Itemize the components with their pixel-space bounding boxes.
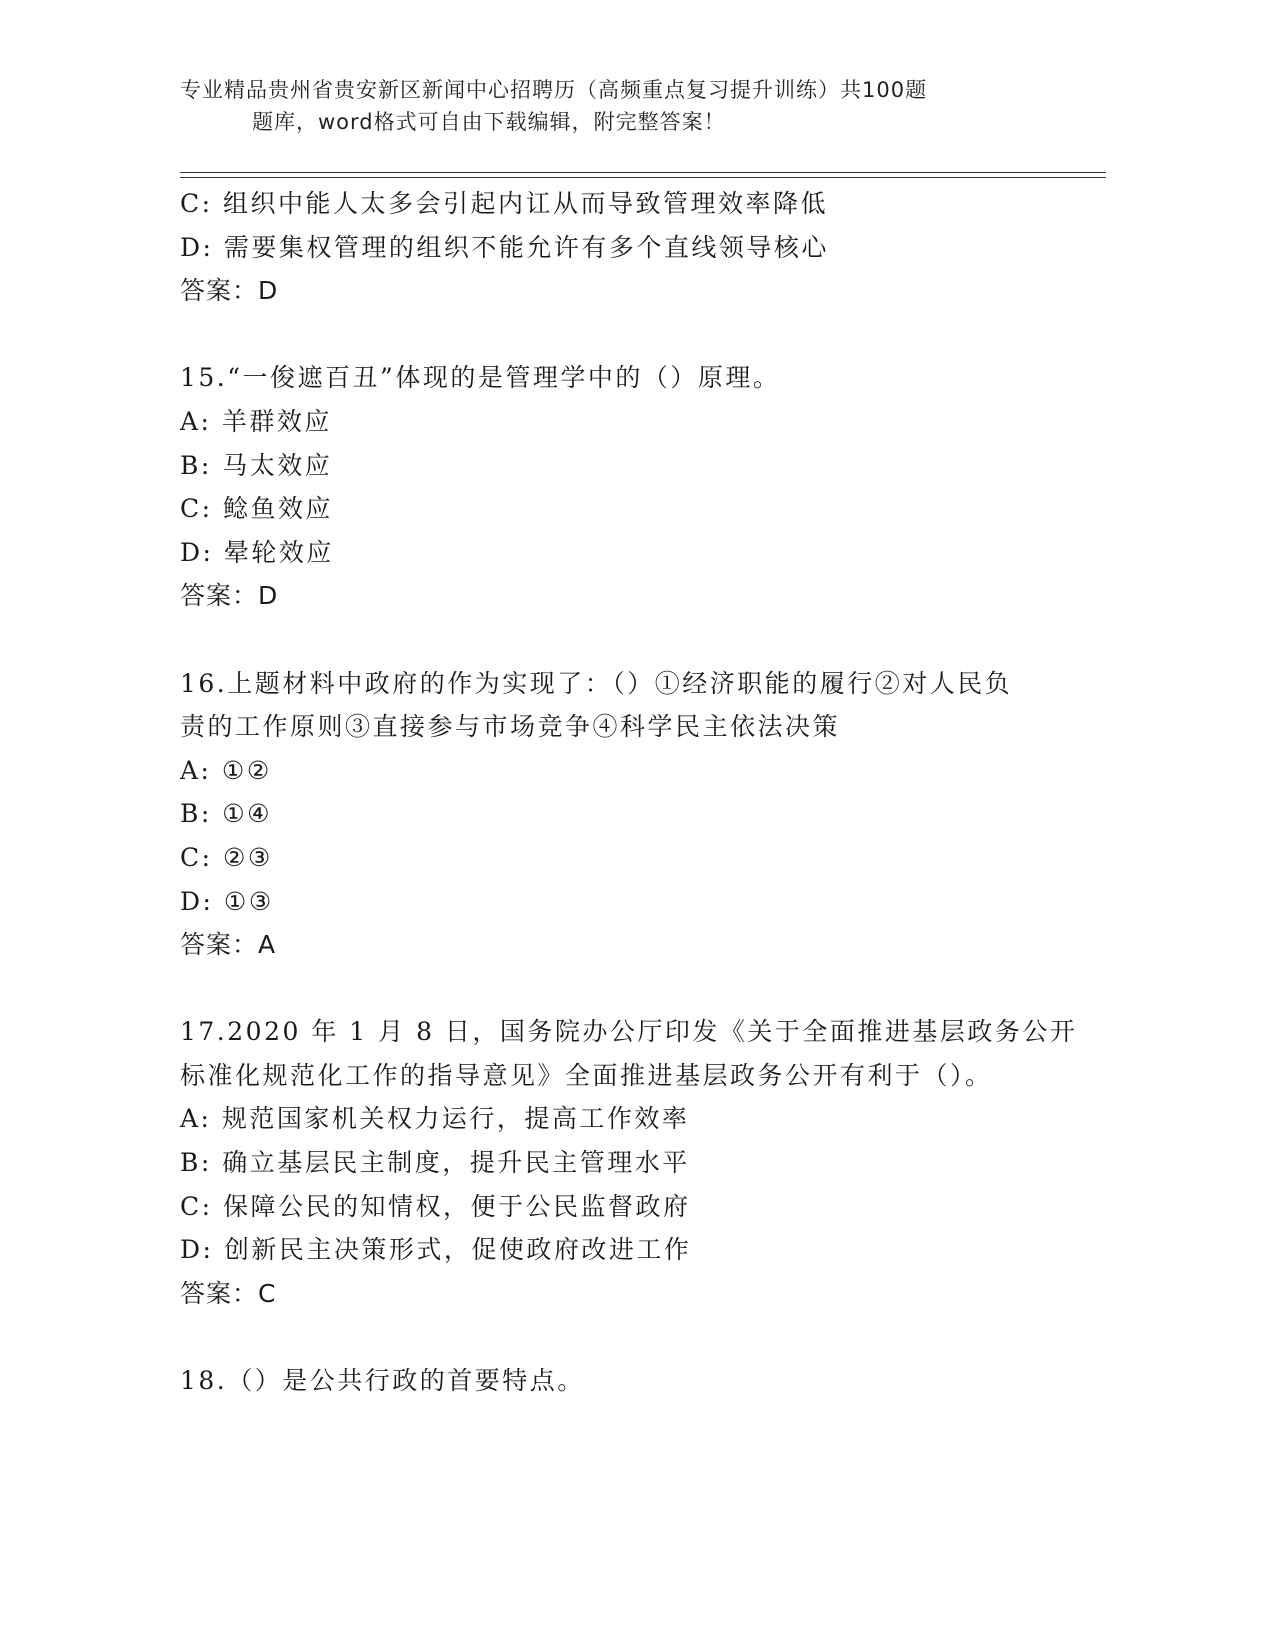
option-c: C: 组织中能人太多会引起内讧从而导致管理效率降低 xyxy=(180,189,829,218)
page-header xyxy=(180,74,1080,138)
header-title-line2: 题库，word格式可自由下载编辑，附完整答案！ xyxy=(252,110,726,134)
document-body xyxy=(180,182,1078,1403)
question-text: 17.2020 年 1 月 8 日，国务院办公厅印发《关于全面推进基层政务公开 xyxy=(180,1017,1078,1047)
question-text-continued: 责的工作原则③直接参与市场竞争④科学民主依法决策 xyxy=(180,712,841,742)
spacer xyxy=(180,618,1050,662)
carryover-question xyxy=(180,182,1050,313)
option-d: D: 创新民主决策形式，促使政府改进工作 xyxy=(180,1235,692,1265)
answer-line: 答案：A xyxy=(180,930,277,960)
spacer xyxy=(180,313,1050,357)
question-text: 18.（）是公共行政的首要特点。 xyxy=(180,1366,585,1396)
option-c: C: 保障公民的知情权，便于公民监督政府 xyxy=(180,1191,691,1221)
answer-line: 答案：D xyxy=(180,581,279,611)
option-a: A: ①② xyxy=(180,755,272,785)
option-d: D: 需要集权管理的组织不能允许有多个直线领导核心 xyxy=(180,232,829,262)
question-18 xyxy=(180,1359,1050,1403)
header-divider xyxy=(180,172,1106,178)
question-text: 15.“一俊遮百丑”体现的是管理学中的（）原理。 xyxy=(180,363,781,393)
spacer xyxy=(180,967,1050,1011)
answer-line: 答案：C xyxy=(180,1278,277,1308)
option-c: C: ②③ xyxy=(180,842,273,872)
option-b: B: 马太效应 xyxy=(180,450,333,480)
spacer xyxy=(180,1315,1050,1359)
option-d: D: 晕轮效应 xyxy=(180,537,334,567)
question-text: 16.上题材料中政府的作为实现了：（）①经济职能的履行②对人民负 xyxy=(180,668,1013,698)
option-b: B: ①④ xyxy=(180,799,273,829)
question-15 xyxy=(180,356,1050,618)
option-a: A: 规范国家机关权力运行，提高工作效率 xyxy=(180,1104,690,1134)
option-a: A: 羊群效应 xyxy=(180,406,332,436)
header-title-line1: 专业精品贵州省贵安新区新闻中心招聘历（高频重点复习提升训练）共100题 xyxy=(180,78,928,102)
question-17 xyxy=(180,1010,1078,1315)
option-b: B: 确立基层民主制度，提升民主管理水平 xyxy=(180,1148,690,1178)
option-d: D: ①③ xyxy=(180,886,274,916)
question-16 xyxy=(180,662,1050,967)
answer-line: 答案：D xyxy=(180,276,279,306)
option-c: C: 鲶鱼效应 xyxy=(180,494,333,524)
question-text-continued: 标准化规范化工作的指导意见》全面推进基层政务公开有利于（）。 xyxy=(180,1060,993,1090)
